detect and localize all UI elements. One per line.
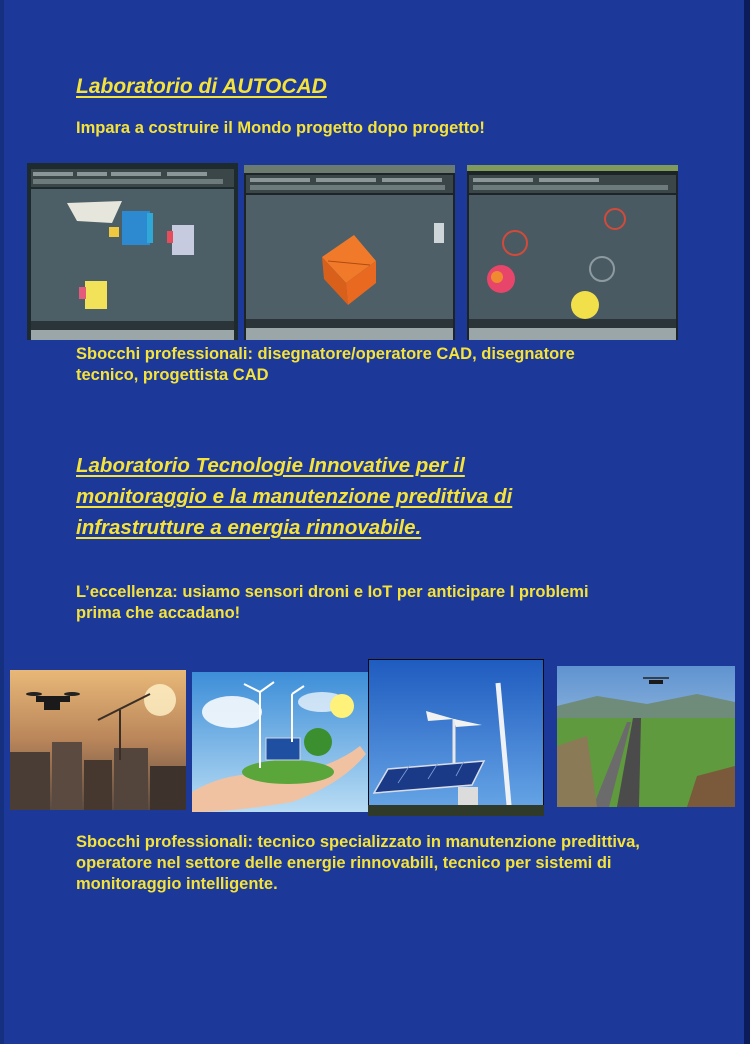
hand-eco-energy-photo bbox=[192, 672, 368, 812]
wind-solar-photo bbox=[368, 659, 544, 816]
drone-city-photo bbox=[10, 670, 186, 810]
autocad-tagline: Impara a costruire il Mondo progetto dopo progetto! bbox=[76, 119, 485, 137]
left-edge bbox=[0, 0, 4, 1044]
drone-landscape-photo bbox=[557, 666, 735, 807]
tech-lab-heading-line: Laboratorio Tecnologie Innovative per il bbox=[76, 454, 465, 477]
right-edge bbox=[744, 0, 750, 1044]
autocad-careers: Sbocchi professionali: disegnatore/operatore CAD, disegnatore tecnico, progettista CAD bbox=[76, 345, 575, 384]
autocad-screen-photo-1 bbox=[27, 163, 238, 340]
autocad-heading: Laboratorio di AUTOCAD bbox=[76, 75, 327, 98]
autocad-screen-photo-3 bbox=[467, 165, 678, 340]
tech-lab-heading-line: infrastrutture a energia rinnovabile. bbox=[76, 516, 422, 539]
autocad-screen-photo-2 bbox=[244, 165, 455, 340]
tech-lab-careers: Sbocchi professionali: tecnico specializzato in manutenzione predittiva, operatore nel settore delle energie rinnovabili, tecnico per sistemi di monitoraggio intelligente. bbox=[76, 833, 640, 893]
tech-lab-heading-line: monitoraggio e la manutenzione predittiva di bbox=[76, 485, 513, 508]
tech-lab-tagline: L’eccellenza: usiamo sensori droni e IoT per anticipare I problemi prima che accadano! bbox=[76, 583, 589, 622]
tech-lab-heading bbox=[76, 450, 676, 543]
